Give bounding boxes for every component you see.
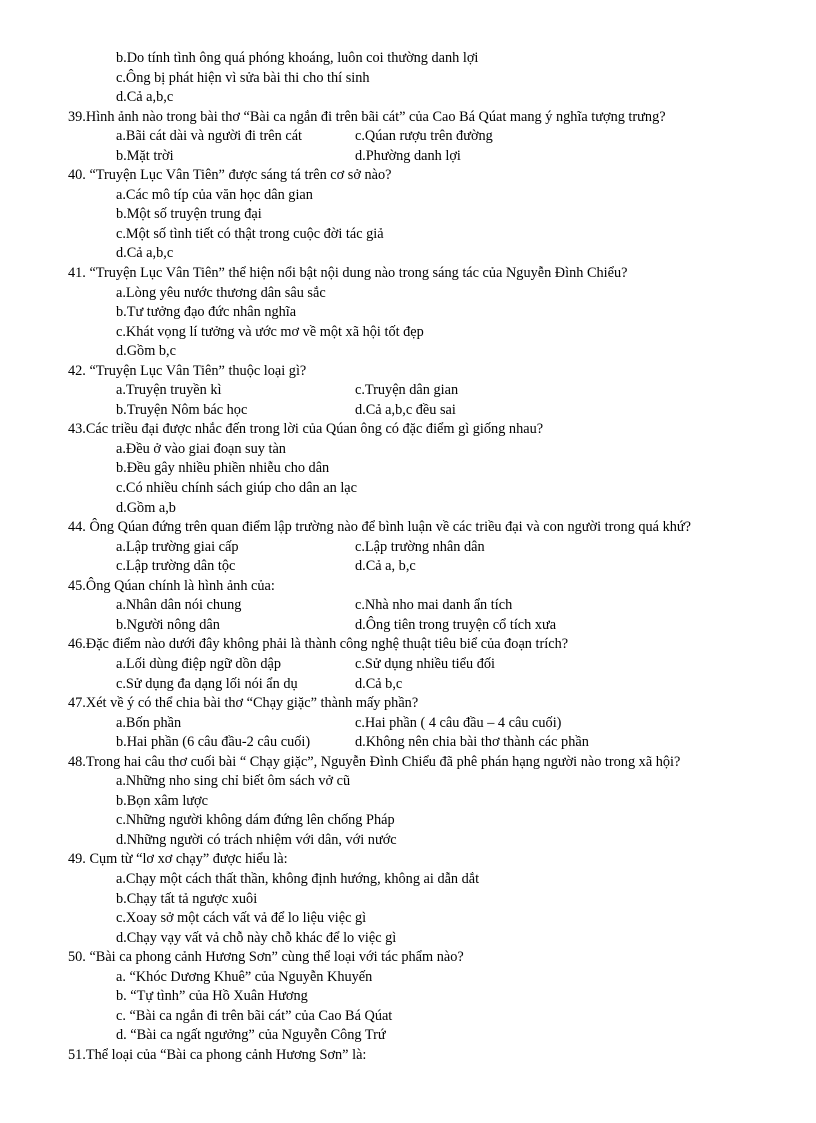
answer-option: b.Chạy tất tả ngược xuôi xyxy=(116,890,258,907)
question-text: 39.Hình ảnh nào trong bài thơ “Bài ca ngắn đi trên bãi cát” của Cao Bá Qúat mang ý nghĩa tượng trưng? xyxy=(68,108,666,125)
answer-option: c.Khát vọng lí tưởng và ước mơ về một xã hội tốt đẹp xyxy=(116,323,424,340)
answer-option: b.Hai phần (6 câu đầu-2 câu cuối) xyxy=(116,734,311,751)
answer-option: b. “Tự tình” của Hồ Xuân Hương xyxy=(116,988,308,1005)
answer-option: a.Bãi cát dài và người đi trên cát xyxy=(116,128,303,145)
answer-option-row xyxy=(68,401,808,421)
answer-option: c.Xoay sở một cách vất vả để lo liệu việc gì xyxy=(116,910,367,927)
answer-option: c.Những người không dám đứng lên chống Pháp xyxy=(116,812,395,829)
answer-option: d.Những người có trách nhiệm với dân, với nước xyxy=(116,831,397,848)
answer-option-row xyxy=(68,381,808,401)
question-text: 47.Xét về ý có thể chia bài thơ “Chạy giặc” thành mấy phần? xyxy=(68,695,419,712)
answer-option: a.Những nho sing chỉ biết ôm sách vở cũ xyxy=(116,773,351,790)
answer-option: d.Gồm b,c xyxy=(116,343,176,360)
answer-option: b.Truyện Nôm bác học xyxy=(116,401,248,418)
answer-option-row xyxy=(68,147,808,167)
answer-option: d.Phường danh lợi xyxy=(355,147,461,164)
answer-option: c.Sử dụng nhiều tiểu đối xyxy=(355,655,495,672)
question-text: 44. Ông Qúan đứng trên quan điểm lập trường nào để bình luận về các triều đại và con người trong quá khứ? xyxy=(68,519,691,536)
answer-option-row xyxy=(68,596,808,616)
answer-option: a. “Khóc Dương Khuê” của Nguyễn Khuyến xyxy=(116,968,373,985)
answer-option-row xyxy=(68,616,808,636)
answer-option: b.Người nông dân xyxy=(116,616,220,633)
answer-option: b.Một số truyện trung đại xyxy=(116,206,262,223)
answer-option-row xyxy=(68,538,808,558)
question-text: 49. Cụm từ “lơ xơ chạy” được hiểu là: xyxy=(68,851,288,868)
answer-option: a.Truyện truyền kì xyxy=(116,382,222,399)
answer-option: c.Ông bị phát hiện vì sửa bài thi cho thí sinh xyxy=(116,69,370,86)
answer-option: b.Đều gây nhiều phiền nhiễu cho dân xyxy=(116,460,330,477)
answer-option: d.Ông tiên trong truyện cổ tích xưa xyxy=(355,616,557,633)
answer-option-row xyxy=(68,557,808,577)
answer-option-row xyxy=(68,127,808,147)
answer-option: c.Sử dụng đa dạng lối nói ẩn dụ xyxy=(116,675,298,692)
question-text: 41. “Truyện Lục Vân Tiên” thể hiện nổi bật nội dung nào trong sáng tác của Nguyễn Đình Chiểu? xyxy=(68,265,628,282)
answer-option: a.Nhân dân nói chung xyxy=(116,597,242,614)
question-list xyxy=(68,49,808,1065)
question-text: 48.Trong hai câu thơ cuối bài “ Chạy giặc”, Nguyễn Đình Chiểu đã phê phán hạng người nào trong xã hội? xyxy=(68,753,681,770)
answer-option: d.Cả a,b,c xyxy=(116,245,174,262)
answer-option: d.Cả a,b,c xyxy=(116,89,174,106)
answer-option: c.Hai phần ( 4 câu đầu – 4 câu cuối) xyxy=(355,714,562,731)
answer-option: a.Chạy một cách thất thần, không định hướng, không ai dẫn dắt xyxy=(116,870,480,887)
answer-option-row xyxy=(68,714,808,734)
answer-option: d.Cả b,c xyxy=(355,675,403,692)
answer-option: a.Lòng yêu nước thương dân sâu sắc xyxy=(116,284,326,301)
question-text: 50. “Bài ca phong cảnh Hương Sơn” cùng thể loại với tác phẩm nào? xyxy=(68,949,464,966)
answer-option: c. “Bài ca ngắn đi trên bãi cát” của Cao Bá Qúat xyxy=(116,1007,393,1024)
answer-option: a.Lập trường giai cấp xyxy=(116,538,239,555)
answer-option-row xyxy=(68,733,808,753)
answer-option-row xyxy=(68,675,808,695)
answer-option: a.Bốn phần xyxy=(116,714,182,731)
answer-option: c.Có nhiều chính sách giúp cho dân an lạc xyxy=(116,480,357,497)
answer-option: c.Nhà nho mai danh ẩn tích xyxy=(355,597,513,614)
answer-option: b.Tư tưởng đạo đức nhân nghĩa xyxy=(116,304,297,321)
answer-option: c.Một số tình tiết có thật trong cuộc đời tác giả xyxy=(116,225,384,242)
answer-option: a.Các mô típ của văn học dân gian xyxy=(116,186,313,203)
answer-option: c.Lập trường dân tộc xyxy=(116,558,236,575)
question-text: 46.Đặc điểm nào dưới đây không phải là thành công nghệ thuật tiêu biể của đoạn trích? xyxy=(68,636,569,653)
answer-option: d.Không nên chia bài thơ thành các phần xyxy=(355,734,589,751)
answer-option: d.Cả a,b,c đều sai xyxy=(355,401,456,418)
answer-option: d.Gồm a,b xyxy=(116,499,176,516)
answer-option: a.Đều ở vào giai đoạn suy tàn xyxy=(116,440,286,457)
answer-option: c.Truyện dân gian xyxy=(355,382,459,399)
answer-option: b.Bọn xâm lược xyxy=(116,792,208,809)
question-text: 45.Ông Qúan chính là hình ảnh của: xyxy=(68,577,275,594)
question-text: 42. “Truyện Lục Vân Tiên” thuộc loại gì? xyxy=(68,362,307,379)
answer-option: a.Lối dùng điệp ngữ dồn dập xyxy=(116,655,281,672)
question-text: 40. “Truyện Lục Vân Tiên” được sáng tá trên cơ sở nào? xyxy=(68,167,392,184)
answer-option: b.Mặt trời xyxy=(116,147,174,164)
question-text: 51.Thể loại của “Bài ca phong cảnh Hương Sơn” là: xyxy=(68,1046,367,1063)
answer-option: c.Lập trường nhân dân xyxy=(355,538,485,555)
question-text: 43.Các triều đại được nhắc đến trong lời của Qúan ông có đặc điểm gì giống nhau? xyxy=(68,421,544,438)
answer-option: b.Do tính tình ông quá phóng khoáng, luôn coi thường danh lợi xyxy=(116,50,479,66)
answer-option: d.Cả a, b,c xyxy=(355,558,416,575)
answer-option: c.Qúan rượu trên đường xyxy=(355,128,493,145)
answer-option-row xyxy=(68,655,808,675)
answer-option: d.Chạy vạy vất vả chỗ này chỗ khác để lo việc gì xyxy=(116,929,397,946)
answer-option: d. “Bài ca ngất ngưởng” của Nguyễn Công Trứ xyxy=(116,1027,386,1044)
